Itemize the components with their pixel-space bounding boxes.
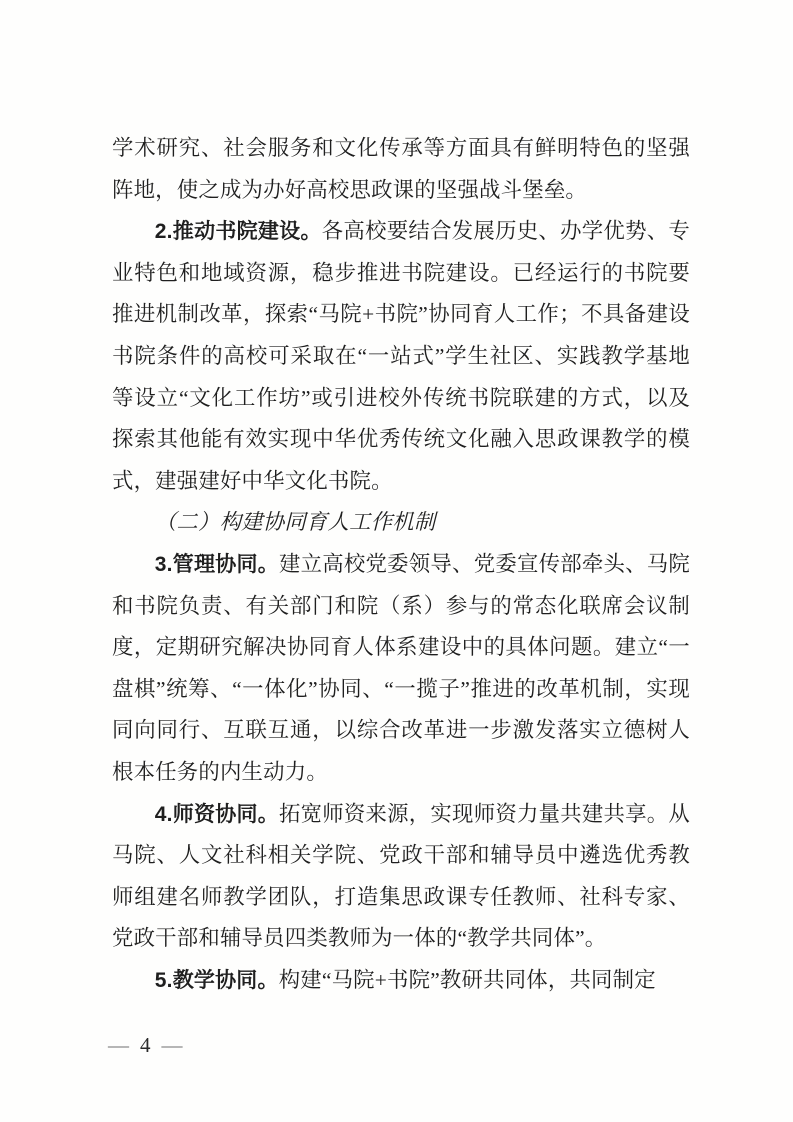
paragraph-lead-bold: 5.教学协同。 [154, 968, 279, 992]
page-number-value: 4 [140, 1033, 152, 1057]
page-number [108, 1031, 184, 1059]
subsection-heading [112, 502, 690, 544]
page-number-left-dash: — [108, 1033, 130, 1057]
paragraph-text: 构建“马院+书院”教研共同体，共同制定 [278, 967, 656, 992]
paragraph-item-5 [112, 960, 690, 1002]
paragraph-text: 各高校要结合发展历史、办学优势、专业特色和地域资源，稳步推进书院建设。已经运行的书院要推进机制改革，探索“马院+书院”协同育人工作；不具备建设书院条件的高校可采取在“一站式”学生社区、实践教学基地等设立“文化工作坊”或引进校外传统书院联建的方式，以及探索其他能有效实现中华优秀传统文化融入思政课教学的模式，建强建好中华文化书院。 [112, 219, 690, 493]
paragraph-text: 学术研究、社会服务和文化传承等方面具有鲜明特色的坚强阵地，使之成为办好高校思政课的坚强战斗堡垒。 [112, 136, 690, 202]
paragraph-item-2 [112, 211, 690, 502]
paragraph-lead-bold: 3.管理协同。 [154, 552, 279, 576]
paragraph-item-4 [112, 794, 690, 960]
paragraph-text: 拓宽师资来源，实现师资力量共建共享。从马院、人文社科相关学院、党政干部和辅导员中遴选优秀教师组建名师教学团队，打造集思政课专任教师、社科专家、党政干部和辅导员四类教师为一体的“教学共同体”。 [112, 801, 690, 951]
paragraph-lead-bold: 2.推动书院建设。 [154, 220, 322, 244]
page-number-right-dash: — [161, 1033, 184, 1057]
paragraph-lead-bold: 4.师资协同。 [154, 802, 279, 826]
paragraph-item-3 [112, 544, 690, 794]
subsection-heading-text: （二）构建协同育人工作机制 [154, 510, 436, 535]
paragraph-text: 建立高校党委领导、党委宣传部牵头、马院和书院负责、有关部门和院（系）参与的常态化联席会议制度，定期研究解决协同育人体系建设中的具体问题。建立“一盘棋”统筹、“一体化”协同、“一揽子”推进的改革机制，实现同向同行、互联互通，以综合改革进一步激发落实立德树人根本任务的内生动力。 [112, 551, 690, 784]
paragraph-continuation [112, 128, 690, 211]
document-body [112, 128, 690, 1001]
